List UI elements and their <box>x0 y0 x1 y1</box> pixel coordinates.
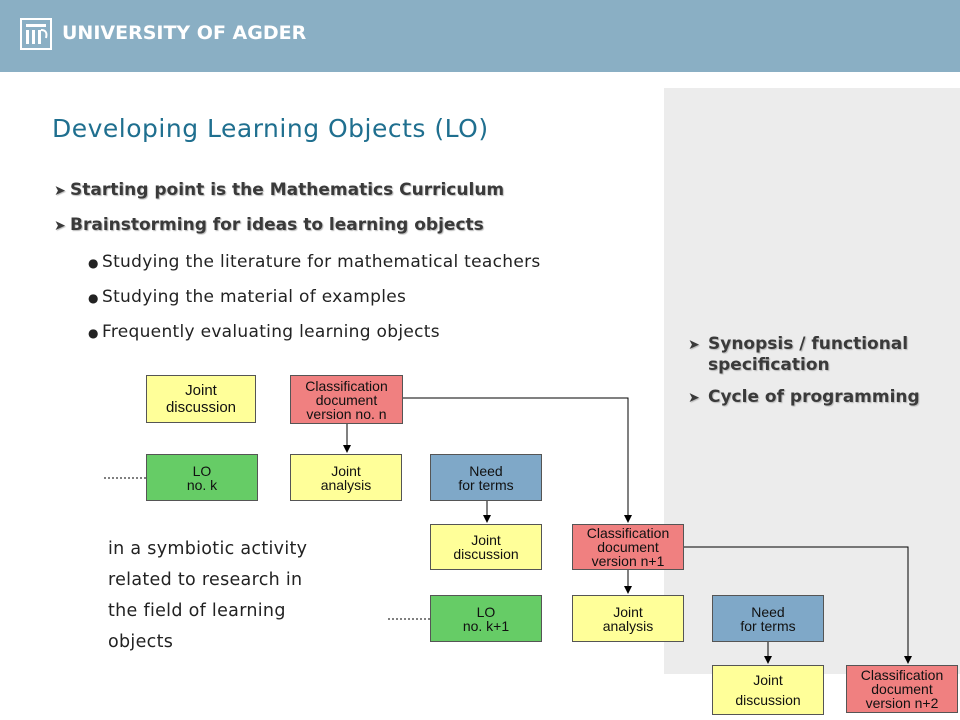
symbiotic-line: in a symbiotic activity <box>108 539 308 559</box>
dot-bullet-icon: ● <box>88 291 99 305</box>
right-bullet-text-cont: specification <box>708 355 830 375</box>
symbiotic-line: objects <box>108 632 174 652</box>
symbiotic-line: related to research in <box>108 570 303 590</box>
joint-analysis-box: Joint analysis <box>290 454 402 501</box>
brand-name: UNIVERSITY OF AGDER <box>62 22 307 44</box>
right-bullet-text: Synopsis / functional <box>708 334 909 354</box>
joint-discussion-box: Joint discussion <box>430 524 542 570</box>
arrow-bullet-icon: ➤ <box>688 390 700 406</box>
classification-document-box: Classification document version n+1 <box>572 524 684 570</box>
joint-discussion-box: Joint discussion <box>146 375 256 423</box>
arrow-bullet-icon: ➤ <box>54 218 66 234</box>
symbiotic-line: the field of learning <box>108 601 286 621</box>
dot-bullet-icon: ● <box>88 256 99 270</box>
joint-discussion-box: Joint discussion <box>712 665 824 715</box>
lo-box: LO no. k <box>146 454 258 501</box>
sub-bullet-text: Studying the literature for mathematical teachers <box>102 252 541 272</box>
need-for-terms-box: Need for terms <box>430 454 542 501</box>
main-bullet-text: Brainstorming for ideas to learning objects <box>70 215 484 235</box>
joint-analysis-box: Joint analysis <box>572 595 684 642</box>
arrow-bullet-icon: ➤ <box>688 337 700 353</box>
right-bullet-text: Cycle of programming <box>708 387 920 407</box>
sub-bullet-text: Studying the material of examples <box>102 287 407 307</box>
classification-document-box: Classification document version no. n <box>290 375 403 424</box>
classification-document-box: Classification document version n+2 <box>846 665 958 713</box>
arrow-bullet-icon: ➤ <box>54 183 66 199</box>
page-title: Developing Learning Objects (LO) <box>52 114 489 143</box>
lo-box: LO no. k+1 <box>430 595 542 642</box>
dot-bullet-icon: ● <box>88 326 99 340</box>
sub-bullet-text: Frequently evaluating learning objects <box>102 322 440 342</box>
need-for-terms-box: Need for terms <box>712 595 824 642</box>
main-bullet-text: Starting point is the Mathematics Curriculum <box>70 180 505 200</box>
